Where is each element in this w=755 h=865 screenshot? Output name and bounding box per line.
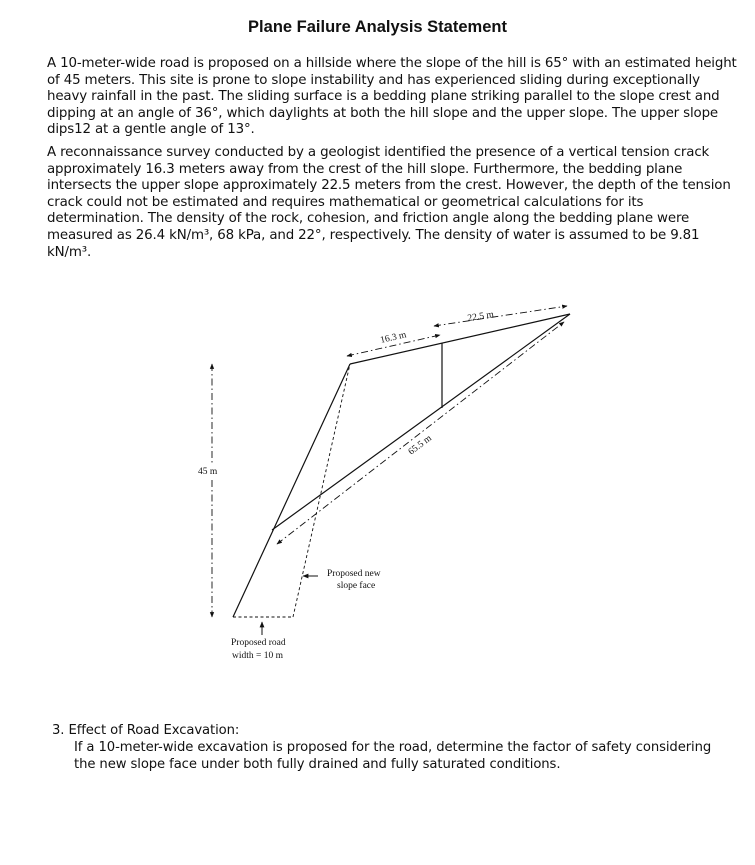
slope-diagram	[0, 290, 755, 670]
label-tension-crack-distance: 16.3 m	[379, 330, 408, 346]
statement-paragraph-1: A 10-meter-wide road is proposed on a hillside where the slope of the hill is 65° with an estimated height of 45 meters. This site is prone to slope instability and has experienced sliding during exceptionally heavy rainfall in the past. The sliding surface is a bedding plane striking parallel to the slope crest and dipping at an angle of 36°, which daylights at both the hill slope and the upper slope. The upper slope dips12 at a gentle angle of 13°.	[47, 56, 737, 138]
bedding-plane	[272, 314, 570, 530]
upper-slope-dimension-line	[434, 306, 567, 326]
label-road-width-2: width = 10 m	[232, 651, 284, 661]
label-bedding-plane-length: 65.5 m	[406, 433, 434, 458]
page-title: Plane Failure Analysis Statement	[248, 18, 507, 36]
existing-slope-face	[233, 364, 350, 617]
label-height: 45 m	[198, 467, 218, 477]
label-new-slope-face-1: Proposed new	[327, 569, 381, 579]
label-upper-slope-distance: 22.5 m	[466, 309, 495, 324]
bedding-plane-dimension-line	[277, 322, 564, 544]
statement-paragraph-2: A reconnaissance survey conducted by a geologist identified the presence of a vertical tension crack approximately 16.3 meters away from the crest of the hill slope. Furthermore, the bedding plane intersects the upper slope approximately 22.5 meters from the crest. However, the depth of the tension crack could not be estimated and requires mathematical or geometrical calculations for its determination. The density of the rock, cohesion, and friction angle along the bedding plane were measured as 26.4 kN/m³, 68 kPa, and 22°, respectively. The density of water is assumed to be 9.81 kN/m³.	[47, 145, 731, 260]
question-text: If a 10-meter-wide excavation is proposed for the road, determine the factor of safety considering the new slope face under both fully drained and fully saturated conditions.	[74, 740, 712, 772]
label-road-width-1: Proposed road	[231, 638, 286, 648]
question-block	[52, 722, 732, 773]
new-slope-face-line	[293, 364, 350, 617]
question-heading: 3. Effect of Road Excavation:	[52, 723, 240, 738]
label-new-slope-face-2: slope face	[337, 581, 376, 591]
